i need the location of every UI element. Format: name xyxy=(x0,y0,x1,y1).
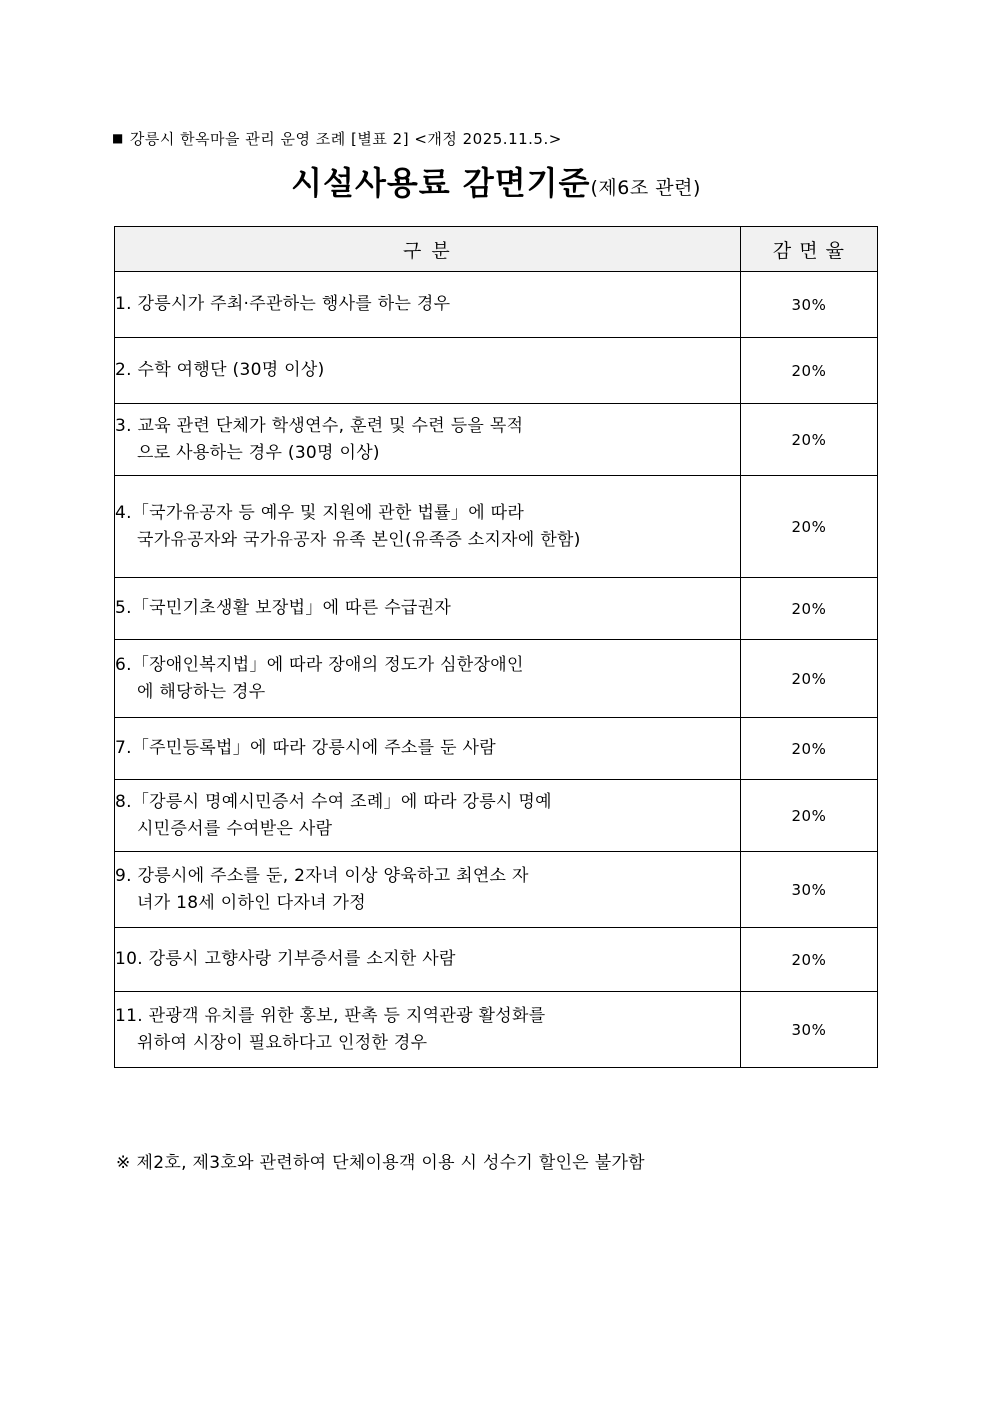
row-description-line2: 국가유공자와 국가유공자 유족 본인(유족증 소지자에 한함) xyxy=(137,529,581,550)
table-row xyxy=(115,404,878,476)
row-rate: 20% xyxy=(740,718,877,780)
footnote-marker-icon: ※ xyxy=(116,1153,131,1173)
table-row xyxy=(115,780,878,852)
table-row xyxy=(115,578,878,640)
row-description xyxy=(115,404,741,476)
row-rate: 30% xyxy=(740,852,877,928)
page-title xyxy=(0,158,992,204)
row-description-line1: 4.「국가유공자 등 예우 및 지원에 관한 법률」에 따라 xyxy=(115,502,525,523)
table-row xyxy=(115,992,878,1068)
fee-reduction-table xyxy=(114,226,878,1068)
row-description-line1: 1. 강릉시가 주최·주관하는 행사를 하는 경우 xyxy=(115,294,451,315)
document-header xyxy=(112,128,562,149)
row-description xyxy=(115,718,741,780)
row-description xyxy=(115,992,741,1068)
row-rate: 20% xyxy=(740,578,877,640)
row-description-line2: 시민증서를 수여받은 사람 xyxy=(137,818,333,839)
row-rate: 20% xyxy=(740,338,877,404)
footnote xyxy=(116,1148,645,1173)
row-rate: 20% xyxy=(740,640,877,718)
row-description-line1: 6.「장애인복지법」에 따라 장애의 정도가 심한장애인 xyxy=(115,654,524,675)
table-row xyxy=(115,852,878,928)
column-header-division: 구 분 xyxy=(115,227,741,272)
row-description-line2: 으로 사용하는 경우 (30명 이상) xyxy=(137,442,380,463)
row-description-line2: 에 해당하는 경우 xyxy=(137,681,266,702)
row-description xyxy=(115,476,741,578)
bullet-marker-icon: ■ xyxy=(112,131,124,145)
footnote-text: 제2호, 제3호와 관련하여 단체이용객 이용 시 성수기 할인은 불가함 xyxy=(136,1153,645,1173)
row-description-line1: 5.「국민기초생활 보장법」에 따른 수급권자 xyxy=(115,598,452,619)
row-rate: 30% xyxy=(740,272,877,338)
row-rate: 20% xyxy=(740,780,877,852)
row-description-line1: 7.「주민등록법」에 따라 강릉시에 주소를 둔 사람 xyxy=(115,738,496,759)
header-text: 강릉시 한옥마을 관리 운영 조례 [별표 2] <개정 2025.11.5.> xyxy=(129,130,562,148)
page-title-sub: (제6조 관련) xyxy=(590,177,701,199)
row-description-line2: 녀가 18세 이하인 다자녀 가정 xyxy=(137,892,366,913)
row-description-line1: 11. 관광객 유치를 위한 홍보, 판촉 등 지역관광 활성화를 xyxy=(115,1005,546,1026)
column-header-rate: 감 면 율 xyxy=(740,227,877,272)
table-row xyxy=(115,928,878,992)
row-rate: 20% xyxy=(740,476,877,578)
page-title-main: 시설사용료 감면기준 xyxy=(291,164,591,202)
table-row xyxy=(115,338,878,404)
row-description-line1: 10. 강릉시 고향사랑 기부증서를 소지한 사람 xyxy=(115,949,456,970)
table-row xyxy=(115,718,878,780)
row-description xyxy=(115,578,741,640)
row-description xyxy=(115,640,741,718)
table-body xyxy=(115,272,878,1068)
table-row xyxy=(115,640,878,718)
row-description xyxy=(115,852,741,928)
row-description-line1: 8.「강릉시 명예시민증서 수여 조례」에 따라 강릉시 명예 xyxy=(115,791,552,812)
row-description-line1: 3. 교육 관련 단체가 학생연수, 훈련 및 수련 등을 목적 xyxy=(115,415,524,436)
row-description xyxy=(115,338,741,404)
row-description-line1: 9. 강릉시에 주소를 둔, 2자녀 이상 양육하고 최연소 자 xyxy=(115,865,529,886)
table-header-row xyxy=(115,227,878,272)
row-rate: 20% xyxy=(740,404,877,476)
row-description xyxy=(115,780,741,852)
table-row xyxy=(115,476,878,578)
table-row xyxy=(115,272,878,338)
row-description xyxy=(115,272,741,338)
row-rate: 20% xyxy=(740,928,877,992)
row-rate: 30% xyxy=(740,992,877,1068)
row-description-line2: 위하여 시장이 필요하다고 인정한 경우 xyxy=(137,1032,428,1053)
row-description-line1: 2. 수학 여행단 (30명 이상) xyxy=(115,360,325,381)
row-description xyxy=(115,928,741,992)
